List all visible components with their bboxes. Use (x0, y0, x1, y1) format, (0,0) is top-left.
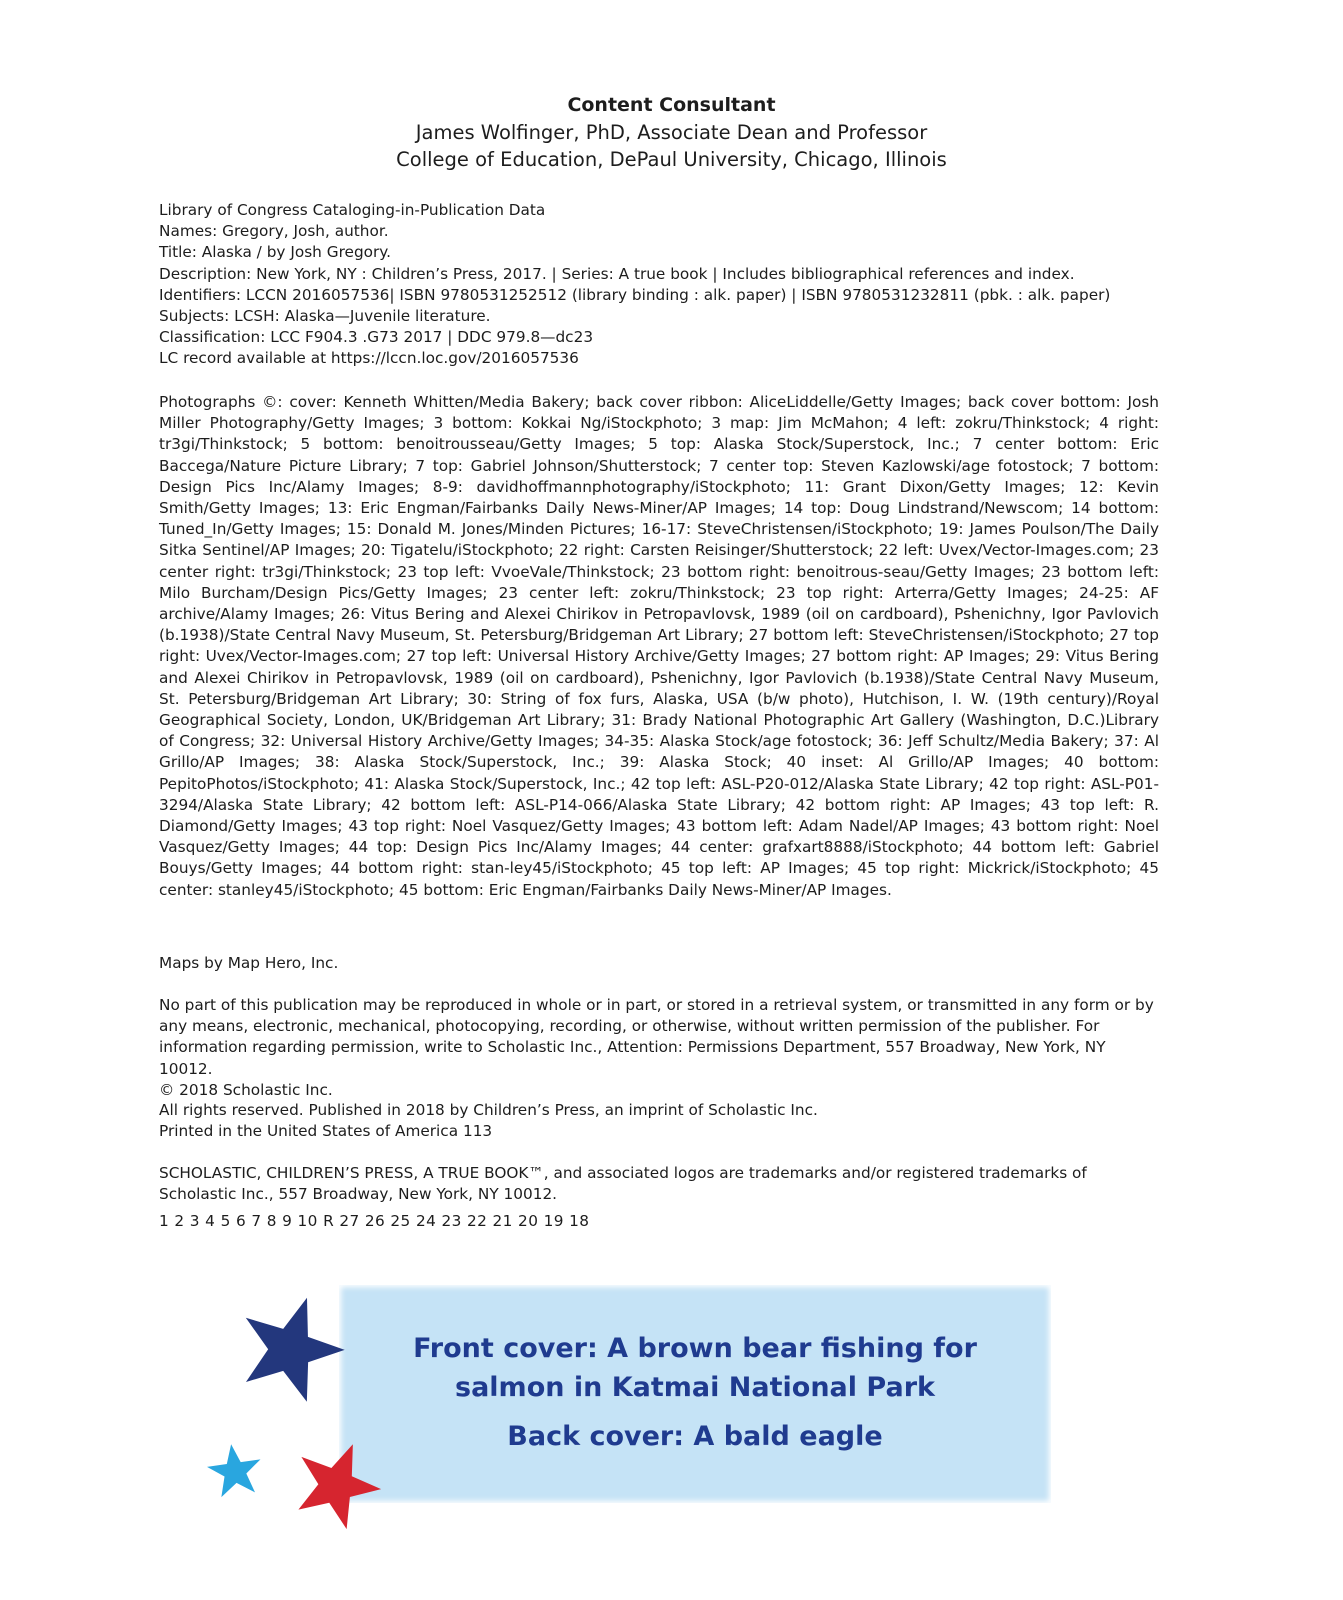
banner-text (339, 1329, 1051, 1456)
consultant-heading: Content Consultant (567, 94, 776, 116)
red-star-icon (288, 1438, 384, 1534)
front-cover-caption-line2: salmon in Katmai National Park (455, 1372, 935, 1403)
cip-line: LC record available at https://lccn.loc.gov/2016057536 (159, 349, 579, 368)
maps-credit: Maps by Map Hero, Inc. (159, 954, 339, 972)
printed-line: Printed in the United States of America 113 (159, 1122, 493, 1141)
consultant-name: James Wolfinger, PhD, Associate Dean and Professor (415, 121, 928, 144)
photo-credits: Photographs ©: cover: Kenneth Whitten/Media Bakery; back cover ribbon: AliceLiddelle/Getty Images; back cover bottom: Josh Miller Photography/Getty Images; 3 bottom: Kokkai Ng/iStockphoto; 3 map: Jim McMahon; 4 left: zokru/Thinkstock; 4 right: tr3gi/Thinkstock; 5 bottom: benoitrousseau/Getty Images; 5 top: Alaska Stock/Superstock, Inc.; 7 center bottom: Eric Baccega/Nature Picture Library; 7 top: Gabriel Johnson/Shutterstock; 7 center top: Steven Kazlowski/age fotostock; 7 bottom: Design Pics Inc/Alamy Images; 8-9: davidhoffmannphotography/iStockphoto; 11: Grant Dixon/Getty Images; 12: Kevin Smith/Getty Images; 13: Eric Engman/Fairbanks Daily News-Miner/AP Images; 14 top: Doug Lindstrand/Newscom; 14 bottom: Tuned_In/Getty Images; 15: Donald M. Jones/Minden Pictures; 16-17: SteveChristensen/iStockphoto; 19: James Poulson/The Daily Sitka Sentinel/AP Images; 20: Tigatelu/iStockphoto; 22 right: Carsten Reisinger/Shutterstock; 22 left: Uvex/Vector-Images.com; 23 center right: tr3gi/Thinkstock; 23 top left: VvoeVale/Thinkstock; 23 bottom right: benoitrous-seau/Getty Images; 23 bottom left: Milo Burcham/Design Pics/Getty Images; 23 center left: zokru/Thinkstock; 23 top right: Arterra/Getty Images; 24-25: AF archive/Alamy Images; 26: Vitus Bering and Alexei Chirikov in Petropavlovsk, 1989 (oil on cardboard), Pshenichny, Igor Pavlovich (b.1938)/State Central Navy Museum, St. Petersburg/Bridgeman Art Library; 27 bottom left: SteveChristensen/iStockphoto; 27 top right: Uvex/Vector-Images.com; 27 top left: Universal History Archive/Getty Images; 27 bottom right: AP Images; 29: Vitus Bering and Alexei Chirikov in Petropavlovsk, 1989 (oil on cardboard), Pshenichny, Igor Pavlovich (b.1938)/State Central Navy Museum, St. Petersburg/Bridgeman Art Library; 30: String of fox furs, Alaska, USA (b/w photo), Hutchison, I. W. (19th century)/Royal Geographical Society, London, UK/Bridgeman Art Library; 31: Brady National Photographic Art Gallery (Washington, D.C.)Library of Congress; 32: Universal History Archive/Getty Images; 34-35: Alaska Stock/age fotostock; 36: Jeff Schultz/Media Bakery; 37: Al Grillo/AP Images; 38: Alaska Stock/Superstock, Inc.; 39: Alaska Stock; 40 inset: Al Grillo/AP Images; 40 bottom: PepitoPhotos/iStockphoto; 41: Alaska Stock/Superstock, Inc.; 42 top left: ASL-P20-012/Alaska State Library; 42 top right: ASL-P01-3294/Alaska State Library; 42 bottom left: ASL-P14-066/Alaska State Library; 42 bottom right: AP Images; 43 top left: R. Diamond/Getty Images; 43 top right: Noel Vasquez/Getty Images; 43 bottom left: Adam Nadel/AP Images; 43 bottom right: Noel Vasquez/Getty Images; 44 top: Design Pics Inc/Alamy Images; 44 center: grafxart8888/iStockphoto; 44 bottom left: Gabriel Bouys/Getty Images; 44 bottom right: stan-ley45/iStockphoto; 45 top left: AP Images; 45 top right: Mickrick/iStockphoto; 45 center: stanley45/iStockphoto; 45 bottom: Eric Engman/Fairbanks Daily News-Miner/AP Images. (159, 393, 1159, 899)
content-consultant (0, 92, 1343, 173)
cip-line: Library of Congress Cataloging-in-Publication Data (159, 201, 546, 219)
light-blue-star-icon (205, 1442, 265, 1502)
trademark-line: SCHOLASTIC, CHILDREN’S PRESS, A TRUE BOOK™, and associated logos are trademarks and/or registered trademarks of (159, 1164, 1087, 1182)
cip-line: Classification: LCC F904.3 .G73 2017 | DDC 979.8—dc23 (159, 328, 594, 347)
cip-line: Identifiers: LCCN 2016057536| ISBN 9780531252512 (library binding : alk. paper) | ISBN 9780531232811 (pbk. : alk. paper) (159, 285, 1111, 304)
print-line: 1 2 3 4 5 6 7 8 9 10 R 27 26 25 24 23 22 21 20 19 18 (159, 1212, 590, 1230)
trademark-line: Scholastic Inc., 557 Broadway, New York, NY 10012. (159, 1185, 558, 1204)
all-rights-line: All rights reserved. Published in 2018 by Children’s Press, an imprint of Scholastic Inc. (159, 1101, 818, 1119)
publication-info (159, 1100, 1159, 1142)
back-cover-caption: Back cover: A bald eagle (507, 1421, 883, 1452)
cip-line: Description: New York, NY : Children’s Press, 2017. | Series: A true book | Includes bibliographical references and index. (159, 264, 1075, 283)
consultant-affiliation: College of Education, DePaul University, Chicago, Illinois (396, 148, 947, 171)
trademark-notice (159, 1163, 1159, 1205)
rights-notice: No part of this publication may be reproduced in whole or in part, or stored in a retrieval system, or transmitted in any form or by any means, electronic, mechanical, photocopying, recording, or otherwise, without written permission of the publisher. For information regarding permission, write to Scholastic Inc., Attention: Permissions Department, 557 Broadway, New York, NY 10012. (159, 996, 1154, 1078)
front-cover-caption-line1: Front cover: A brown bear fishing for (413, 1333, 977, 1364)
cataloging-data (159, 200, 1159, 370)
rights-notice-block (159, 995, 1159, 1101)
copyright-line: © 2018 Scholastic Inc. (159, 1080, 333, 1099)
cip-line: Names: Gregory, Josh, author. (159, 222, 389, 241)
cover-captions-banner (339, 1285, 1051, 1503)
cip-line: Title: Alaska / by Josh Gregory. (159, 243, 392, 262)
navy-star-icon (230, 1290, 350, 1410)
cip-line: Subjects: LCSH: Alaska—Juvenile literature. (159, 307, 491, 326)
